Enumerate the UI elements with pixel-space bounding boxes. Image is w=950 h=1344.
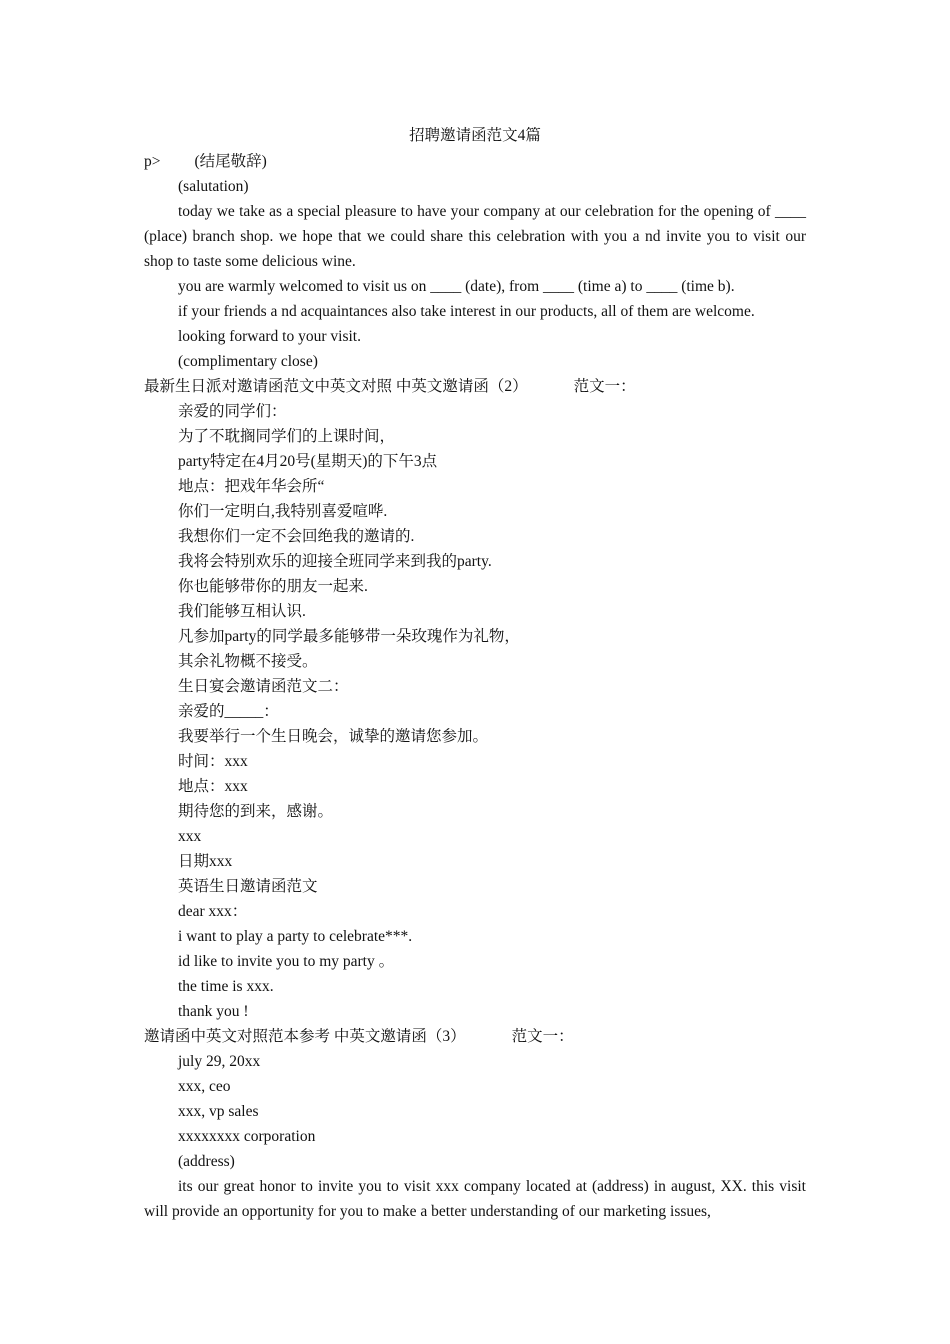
text-line: 我们能够互相认识. (178, 603, 306, 620)
text-line: thank you ! (178, 1003, 249, 1020)
text-line: dear xxx： (178, 903, 248, 920)
text-line: 我要举行一个生日晚会，诚挚的邀请您参加。 (178, 728, 489, 745)
text-line: 我想你们一定不会回绝我的邀请的. (178, 528, 415, 545)
section-heading (144, 1024, 806, 1049)
text-line: 英语生日邀请函范文 (178, 878, 318, 895)
section-heading-tail: 范文一： (511, 1028, 574, 1045)
document-title: 招聘邀请函范文4篇 (409, 127, 541, 144)
text-line: 亲爱的_____： (178, 703, 279, 720)
section-heading (144, 374, 806, 399)
text-line: (complimentary close) (178, 353, 318, 370)
text-line: 时间：xxx (178, 753, 248, 770)
text-line: xxx, vp sales (178, 1103, 259, 1120)
section-heading-text: 最新生日派对邀请函范文中英文对照 中英文邀请函（2） (144, 378, 528, 395)
text-line: 地点：把戏年华会所“ (178, 478, 325, 495)
section-heading-tail: 范文一： (573, 378, 636, 395)
text-line: 其余礼物概不接受。 (178, 653, 318, 670)
text-line: xxxxxxxx corporation (178, 1128, 316, 1145)
text-line: 为了不耽搁同学们的上课时间， (178, 428, 396, 445)
head-line (144, 149, 806, 174)
text-line: xxx (178, 828, 202, 845)
text-line: the time is xxx. (178, 978, 274, 995)
text-line: 日期xxx (178, 853, 233, 870)
text-line: 凡参加party的同学最多能够带一朵玫瑰作为礼物， (178, 628, 520, 645)
text-line: 你也能够带你的朋友一起来. (178, 578, 368, 595)
text-line: july 29, 20xx (178, 1053, 261, 1070)
text-line: 你们一定明白,我特别喜爱喧哗. (178, 503, 388, 520)
section-heading-text: 邀请函中英文对照范本参考 中英文邀请函（3） (144, 1028, 466, 1045)
paragraph-opening: today we take as a special pleasure to have your company at our celebration for the opening of ____ (place) branch shop. we hope that we could share this celebration with you a nd invite you to visit our shop to taste some delicious wine. (144, 203, 806, 270)
text-line: if your friends a nd acquaintances also take interest in our products, all of them are welcome. (178, 303, 755, 320)
text-line: 生日宴会邀请函范文二： (178, 678, 349, 695)
text-line: id like to invite you to my party 。 (178, 953, 395, 970)
text-line: i want to play a party to celebrate***. (178, 928, 413, 945)
text-line: you are warmly welcomed to visit us on ____ (date), from ____ (time a) to ____ (time b). (178, 278, 735, 295)
text-line: (address) (178, 1153, 235, 1170)
head-prefix: p> (144, 153, 161, 170)
document-body (144, 149, 806, 1224)
text-line: 期待您的到来，感谢。 (178, 803, 334, 820)
text-line: 地点：xxx (178, 778, 248, 795)
text-line: party特定在4月20号(星期天)的下午3点 (178, 453, 438, 470)
text-line: looking forward to your visit. (178, 328, 361, 345)
text-line: (salutation) (178, 178, 249, 195)
text-line: 亲爱的同学们： (178, 403, 287, 420)
head-note: (结尾敬辞) (194, 153, 267, 170)
text-line: xxx, ceo (178, 1078, 231, 1095)
paragraph-invitation: its our great honor to invite you to visit xxx company located at (address) in august, XX. this visit will provide an opportunity for you to make a better understanding of our marketing issues, (144, 1178, 806, 1220)
text-line: 我将会特别欢乐的迎接全班同学来到我的party. (178, 553, 492, 570)
